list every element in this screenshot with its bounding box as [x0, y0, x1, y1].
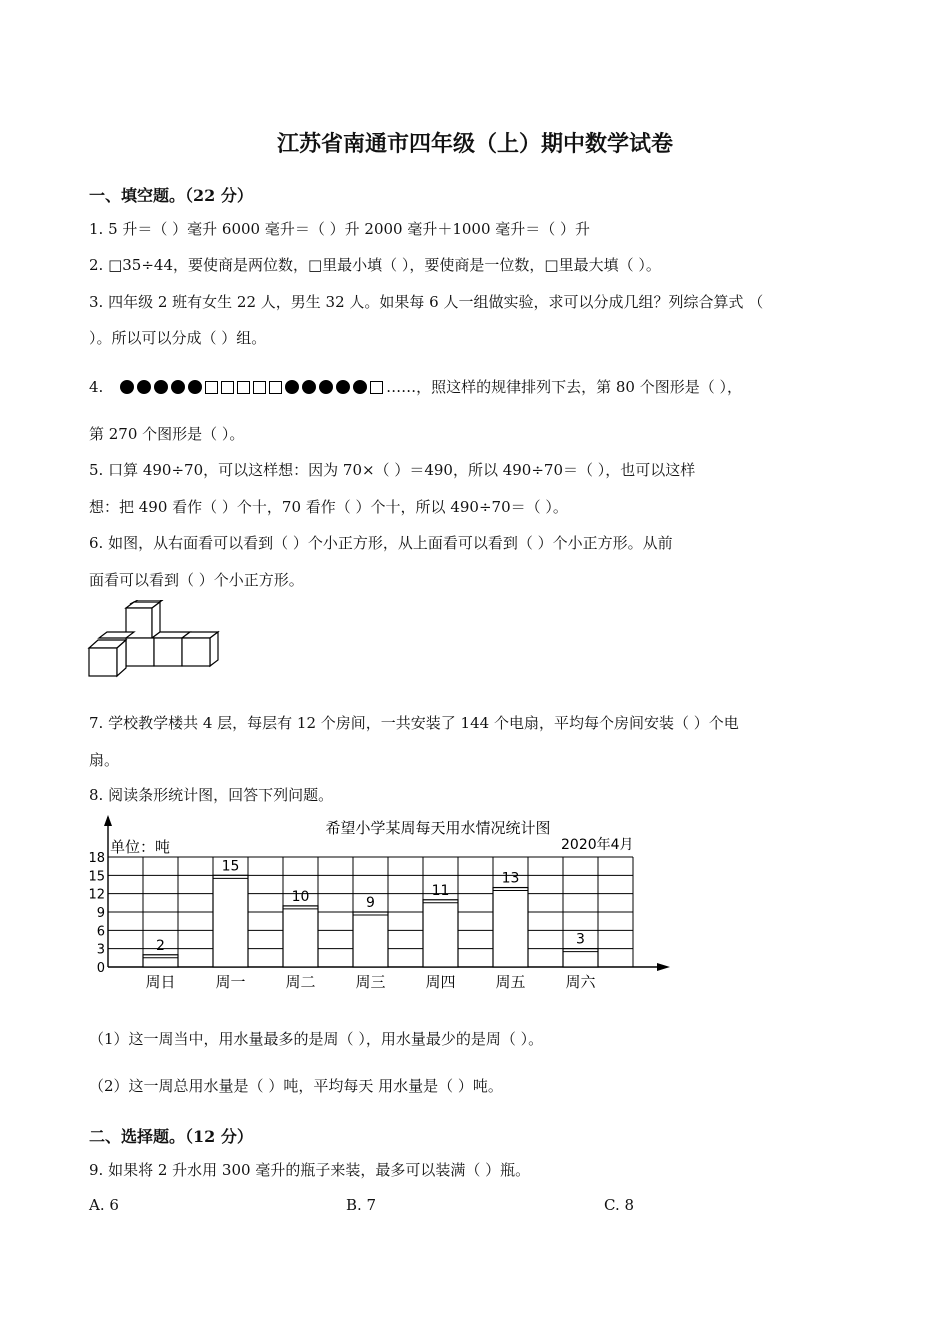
question-8-sub1: （1）这一周当中，用水量最多的是周（ ），用水量最少的是周（ ）。	[89, 1030, 544, 1048]
square-shape	[269, 381, 282, 394]
option-b[interactable]: B. 7	[346, 1196, 377, 1214]
section2-heading: 二、选择题。（12 分）	[89, 1127, 253, 1146]
x-category-label: 周二	[285, 973, 316, 991]
y-tick-label: 9	[96, 906, 105, 921]
y-tick-label: 12	[88, 887, 105, 903]
bar	[493, 888, 528, 967]
question-7-line1: 7. 学校教学楼共 4 层，每层有 12 个房间，一共安装了 144 个电扇，平均每个房间安装（ ）个电	[89, 714, 739, 732]
x-category-label: 周四	[425, 973, 456, 991]
filled-circle-shape	[120, 380, 134, 394]
x-category-label: 周五	[495, 973, 526, 991]
question-5-line1: 5. 口算 490÷70，可以这样想：因为 70×（ ）＝490，所以 490÷70＝（ ），也可以这样	[89, 461, 696, 479]
y-tick-label: 18	[88, 851, 105, 866]
y-tick-label: 6	[96, 924, 105, 940]
chart-date-label: 2020年4月	[561, 837, 634, 853]
y-tick-label: 3	[96, 942, 105, 958]
question-5-line2: 想：把 490 看作（ ）个十，70 看作（ ）个十，所以 490÷70＝（ ）。	[89, 498, 568, 516]
square-shape	[253, 381, 266, 394]
bar-value-label: 13	[501, 870, 520, 887]
filled-circle-shape	[319, 380, 333, 394]
x-category-label: 周一	[215, 973, 246, 991]
filled-circle-shape	[336, 380, 350, 394]
filled-circle-shape	[154, 380, 168, 394]
bar-value-label: 11	[431, 882, 450, 899]
question-8: 8. 阅读条形统计图，回答下列问题。	[89, 786, 334, 804]
chart-unit-label: 单位：吨	[110, 838, 171, 856]
option-c[interactable]: C. 8	[604, 1196, 635, 1214]
question-3-line2: ）。所以可以分成（ ）组。	[89, 329, 267, 347]
question-4-tail: ……，照这样的规律排列下去，第 80 个图形是（ ），	[386, 378, 742, 396]
question-9: 9. 如果将 2 升水用 300 毫升的瓶子来装，最多可以装满（ ）瓶。	[89, 1161, 531, 1179]
bar-value-label: 2	[156, 937, 165, 954]
question-4-number: 4.	[89, 378, 104, 396]
question-4-line1	[89, 377, 742, 397]
bar-value-label: 10	[291, 888, 310, 905]
x-category-label: 周六	[565, 973, 596, 991]
cube-figure	[86, 600, 226, 680]
chart-title: 希望小学某周每天用水情况统计图	[325, 819, 551, 837]
question-8-sub2: （2）这一周总用水量是（ ）吨，平均每天 用水量是（ ）吨。	[89, 1077, 503, 1095]
filled-circle-shape	[188, 380, 202, 394]
x-category-label: 周三	[355, 973, 386, 991]
water-usage-chart	[80, 812, 680, 997]
filled-circle-shape	[171, 380, 185, 394]
y-tick-label: 15	[88, 869, 105, 885]
question-3-line1: 3. 四年级 2 班有女生 22 人，男生 32 人。如果每 6 人一组做实验，求可以分成几组？列综合算式 （	[89, 293, 764, 311]
question-1: 1. 5 升＝（ ）毫升 6000 毫升＝（ ）升 2000 毫升＋1000 毫升＝（ ）升	[89, 220, 591, 238]
y-tick-label: 0	[96, 961, 105, 976]
filled-circle-shape	[285, 380, 299, 394]
bar	[283, 906, 318, 967]
bar	[353, 912, 388, 967]
question-2: 2. □35÷44，要使商是两位数，□里最小填（ ），要使商是一位数，□里最大填（ ）。	[89, 256, 661, 274]
question-7-line2: 扇。	[89, 751, 120, 769]
bar-value-label: 3	[576, 931, 585, 948]
bar	[213, 875, 248, 967]
filled-circle-shape	[353, 380, 367, 394]
y-axis-arrow	[104, 815, 112, 826]
filled-circle-shape	[137, 380, 151, 394]
square-shape	[221, 381, 234, 394]
bar	[143, 955, 178, 967]
section1-heading: 一、填空题。（22 分）	[89, 186, 253, 205]
square-shape	[237, 381, 250, 394]
option-a[interactable]: A. 6	[89, 1196, 119, 1214]
square-shape	[205, 381, 218, 394]
page-title: 江苏省南通市四年级（上）期中数学试卷	[276, 131, 673, 157]
x-axis-arrow	[657, 963, 670, 971]
bar-value-label: 9	[366, 895, 375, 911]
bar-value-label: 15	[221, 858, 240, 875]
filled-circle-shape	[302, 380, 316, 394]
question-6-line2: 面看可以看到（ ）个小正方形。	[89, 571, 304, 589]
question-6-line1: 6. 如图，从右面看可以看到（ ）个小正方形，从上面看可以看到（ ）个小正方形。从前	[89, 534, 673, 552]
shape-pattern	[120, 378, 386, 396]
x-category-label: 周日	[145, 973, 176, 991]
bar	[423, 900, 458, 967]
square-shape	[370, 381, 383, 394]
question-4-line2: 第 270 个图形是（ ）。	[89, 425, 245, 443]
